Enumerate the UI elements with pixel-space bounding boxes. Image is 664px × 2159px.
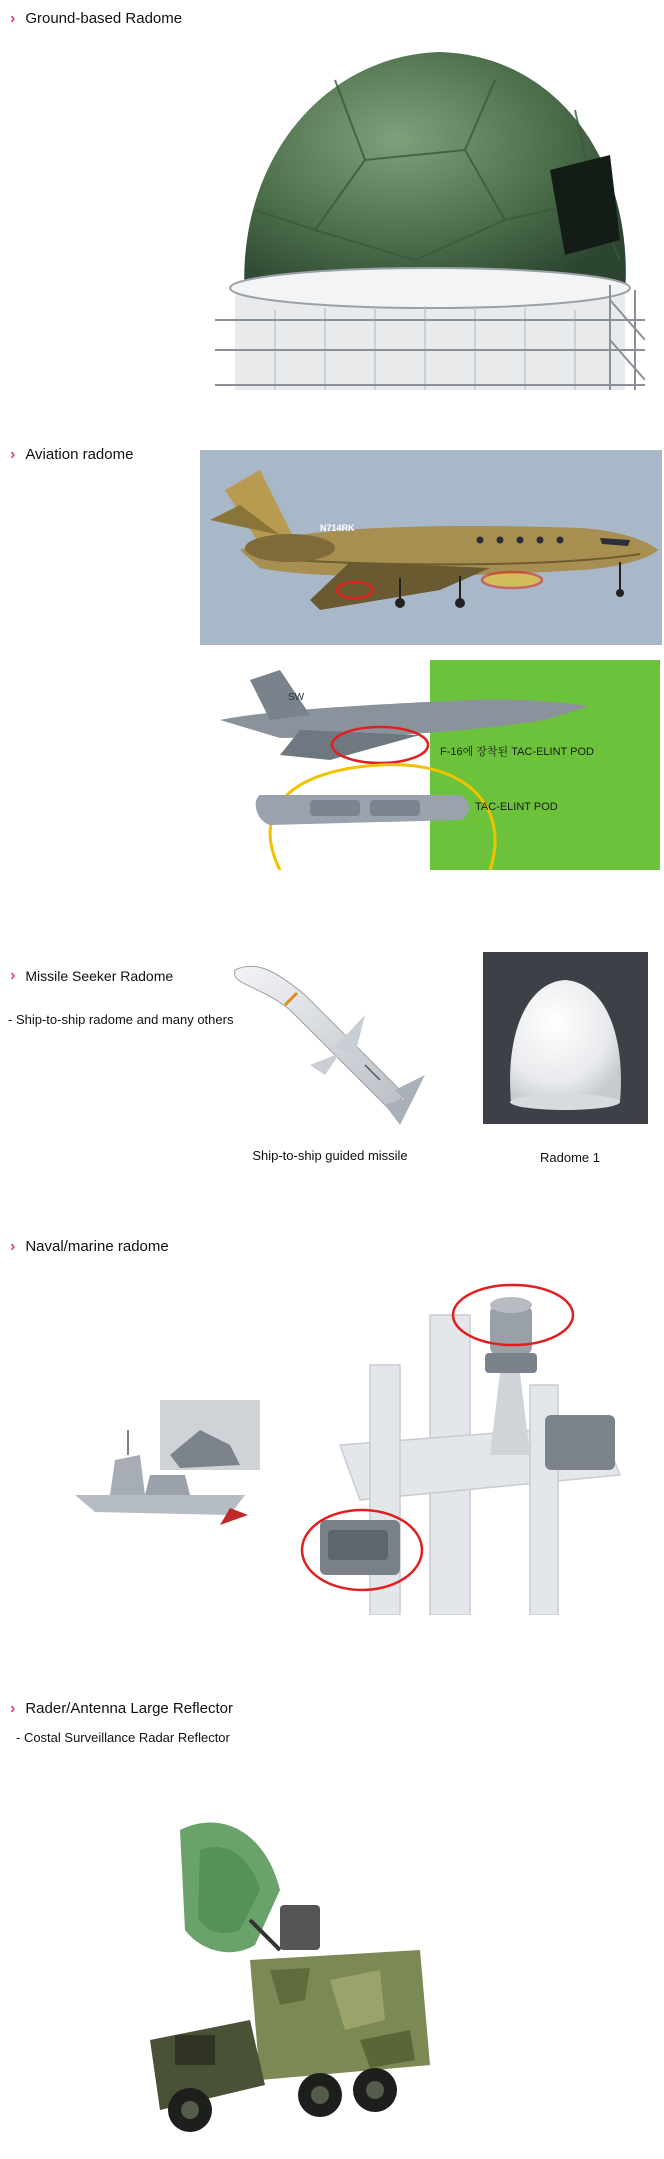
f16-tail-code: SW <box>288 692 305 703</box>
ground-radome-photo <box>215 40 645 400</box>
jet-registration: N714RK <box>320 523 355 533</box>
section-title: Aviation radome <box>25 446 134 463</box>
section-title: Ground-based Radome <box>25 10 183 27</box>
section-title: Missile Seeker Radome <box>25 968 174 984</box>
section-heading-missile <box>10 968 173 984</box>
business-jet-photo <box>200 450 662 645</box>
pod-label-mounted: F-16에 장착된 TAC-ELINT POD <box>440 746 594 758</box>
section-title: Naval/marine radome <box>25 1238 169 1255</box>
naval-mast-radome-render <box>300 1275 650 1615</box>
f16-pod-photo <box>210 660 660 870</box>
chevron-right-icon: › <box>10 445 16 463</box>
radar-reflector-truck-render <box>130 1810 460 2150</box>
missile-caption: Ship-to-ship guided missile <box>252 1148 408 1163</box>
section-heading-reflector <box>10 1700 233 1717</box>
naval-ship-photo <box>70 1400 260 1530</box>
section-heading-ground <box>10 10 182 27</box>
radome-caption: Radome 1 <box>540 1150 600 1165</box>
reflector-note: - Costal Surveillance Radar Reflector <box>16 1730 230 1745</box>
section-heading-aviation <box>10 446 133 463</box>
section-title: Rader/Antenna Large Reflector <box>25 1700 233 1717</box>
pod-label: TAC-ELINT POD <box>475 801 558 813</box>
guided-missile-photo <box>215 955 455 1145</box>
chevron-right-icon: › <box>10 9 16 27</box>
chevron-right-icon: › <box>10 1699 16 1717</box>
section-heading-naval <box>10 1238 169 1255</box>
chevron-right-icon: › <box>10 1237 16 1255</box>
radome-sample-photo <box>483 952 648 1124</box>
missile-note: - Ship-to-ship radome and many others <box>8 1012 234 1027</box>
chevron-right-icon: › <box>10 967 16 984</box>
